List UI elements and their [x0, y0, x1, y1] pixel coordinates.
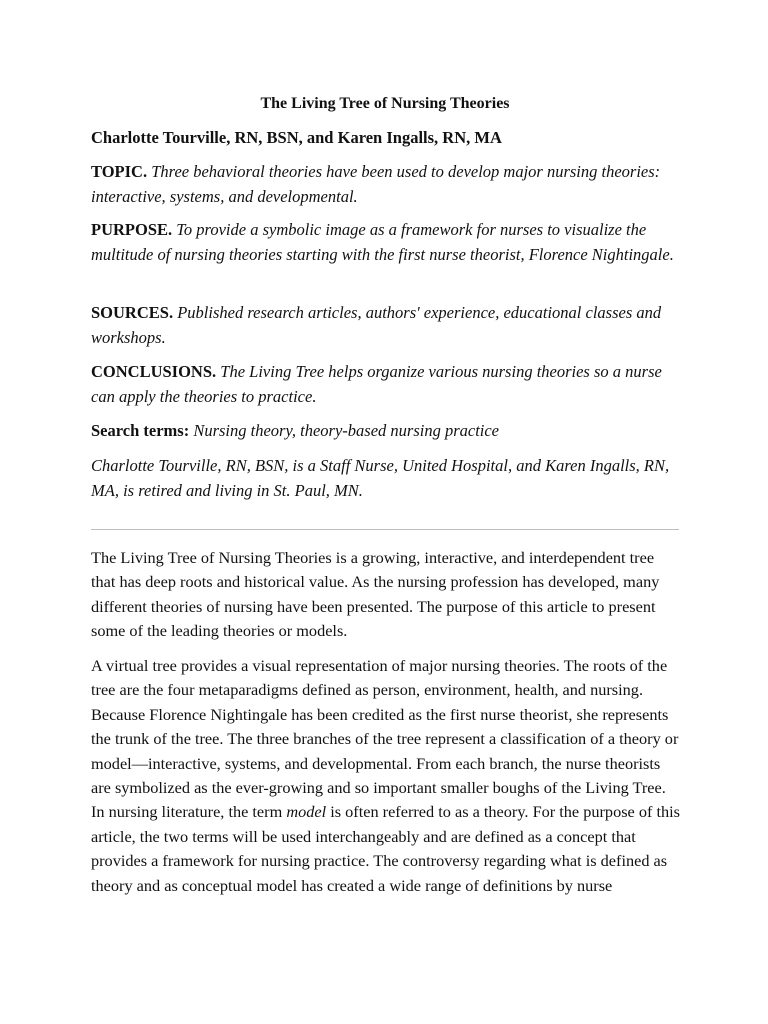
article-title: The Living Tree of Nursing Theories	[260, 95, 510, 112]
section-divider	[91, 529, 679, 530]
topic-label: TOPIC.	[91, 162, 148, 181]
search-terms-text: Nursing theory, theory-based nursing practice	[193, 421, 500, 440]
author-affiliation: Charlotte Tourville, RN, BSN, is a Staff Nurse, United Hospital, and Karen Ingalls, RN, MA, is retired and living in St. Paul, MN.	[91, 456, 670, 500]
purpose-label: PURPOSE.	[91, 220, 173, 239]
search-terms-label: Search terms:	[91, 421, 190, 440]
abstract-topic	[91, 160, 681, 209]
search-terms	[91, 419, 681, 444]
conclusions-label: CONCLUSIONS.	[91, 362, 217, 381]
conclusions-text: The Living Tree helps organize various nursing theories so a nurse can apply the theories to practice.	[91, 362, 662, 406]
article-authors: Charlotte Tourville, RN, BSN, and Karen Ingalls, RN, MA	[91, 128, 502, 147]
abstract-sources	[91, 301, 681, 350]
sources-text: Published research articles, authors' experience, educational classes and workshops.	[91, 303, 662, 347]
body-paragraph-2-part2: is often referred to as a theory. For the purpose of this article, the two terms will be used interchangeably and are defined as a concept that provides a framework for nursing practice. The controversy regarding what is defined as theory and as conceptual model has created a wide range of definitions by nurse	[91, 802, 680, 895]
sources-label: SOURCES.	[91, 303, 174, 322]
body-paragraph-2-part1: A virtual tree provides a visual representation of major nursing theories. The roots of the tree are the four metaparadigms defined as person, environment, health, and nursing. Because Florence Nightingale has been credited as the first nurse theorist, she represents the trunk of the tree. The three branches of the tree represent a classification of a theory or model—interactive, systems, and developmental. From each branch, the nurse theorists are symbolized as the ever-growing and so important smaller boughs of the Living Tree. In nursing literature, the term	[91, 656, 679, 822]
body-paragraph-2	[91, 654, 681, 898]
model-term: model	[286, 802, 327, 822]
purpose-text: To provide a symbolic image as a framework for nurses to visualize the multitude of nursing theories starting with the first nurse theorist, Florence Nightingale.	[91, 220, 674, 264]
body-paragraph-1: The Living Tree of Nursing Theories is a growing, interactive, and interdependent tree that has deep roots and historical value. As the nursing profession has developed, many different theories of nursing have been presented. The purpose of this article to present some of the leading theories or models.	[91, 548, 660, 641]
abstract-conclusions	[91, 360, 681, 409]
topic-text: Three behavioral theories have been used to develop major nursing theories: interactive, systems, and developmental.	[91, 162, 661, 206]
abstract-purpose	[91, 218, 681, 267]
